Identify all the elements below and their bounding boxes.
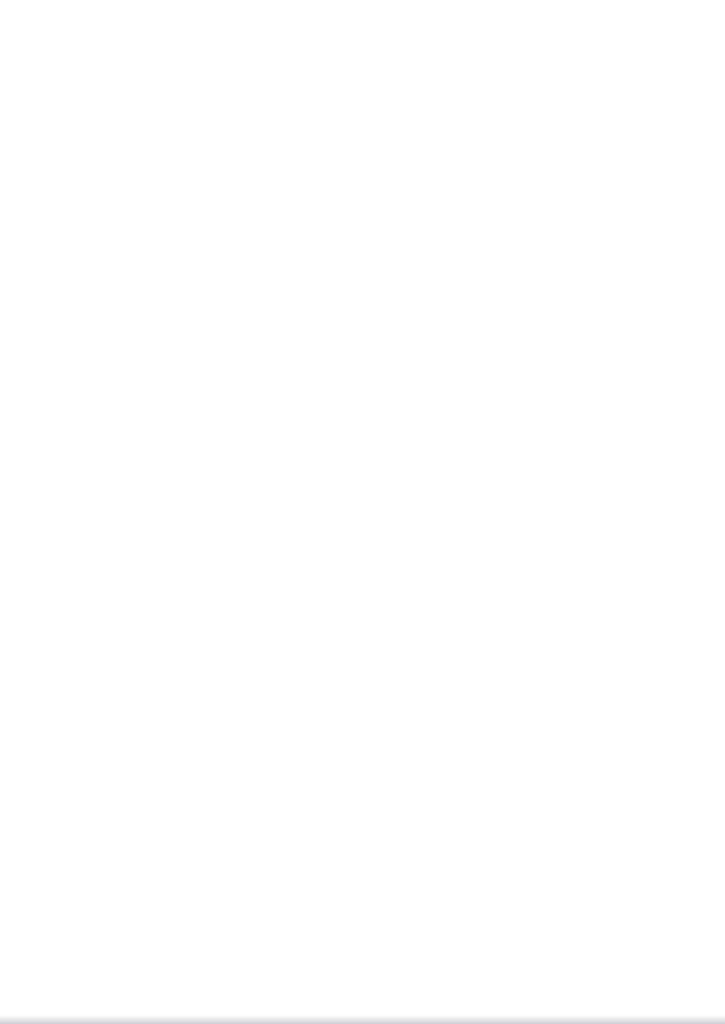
word-bank [106,206,131,488]
section-header-bar [100,166,624,194]
scan-shadow-edge [0,1015,725,1024]
worksheet-page [100,0,624,1024]
